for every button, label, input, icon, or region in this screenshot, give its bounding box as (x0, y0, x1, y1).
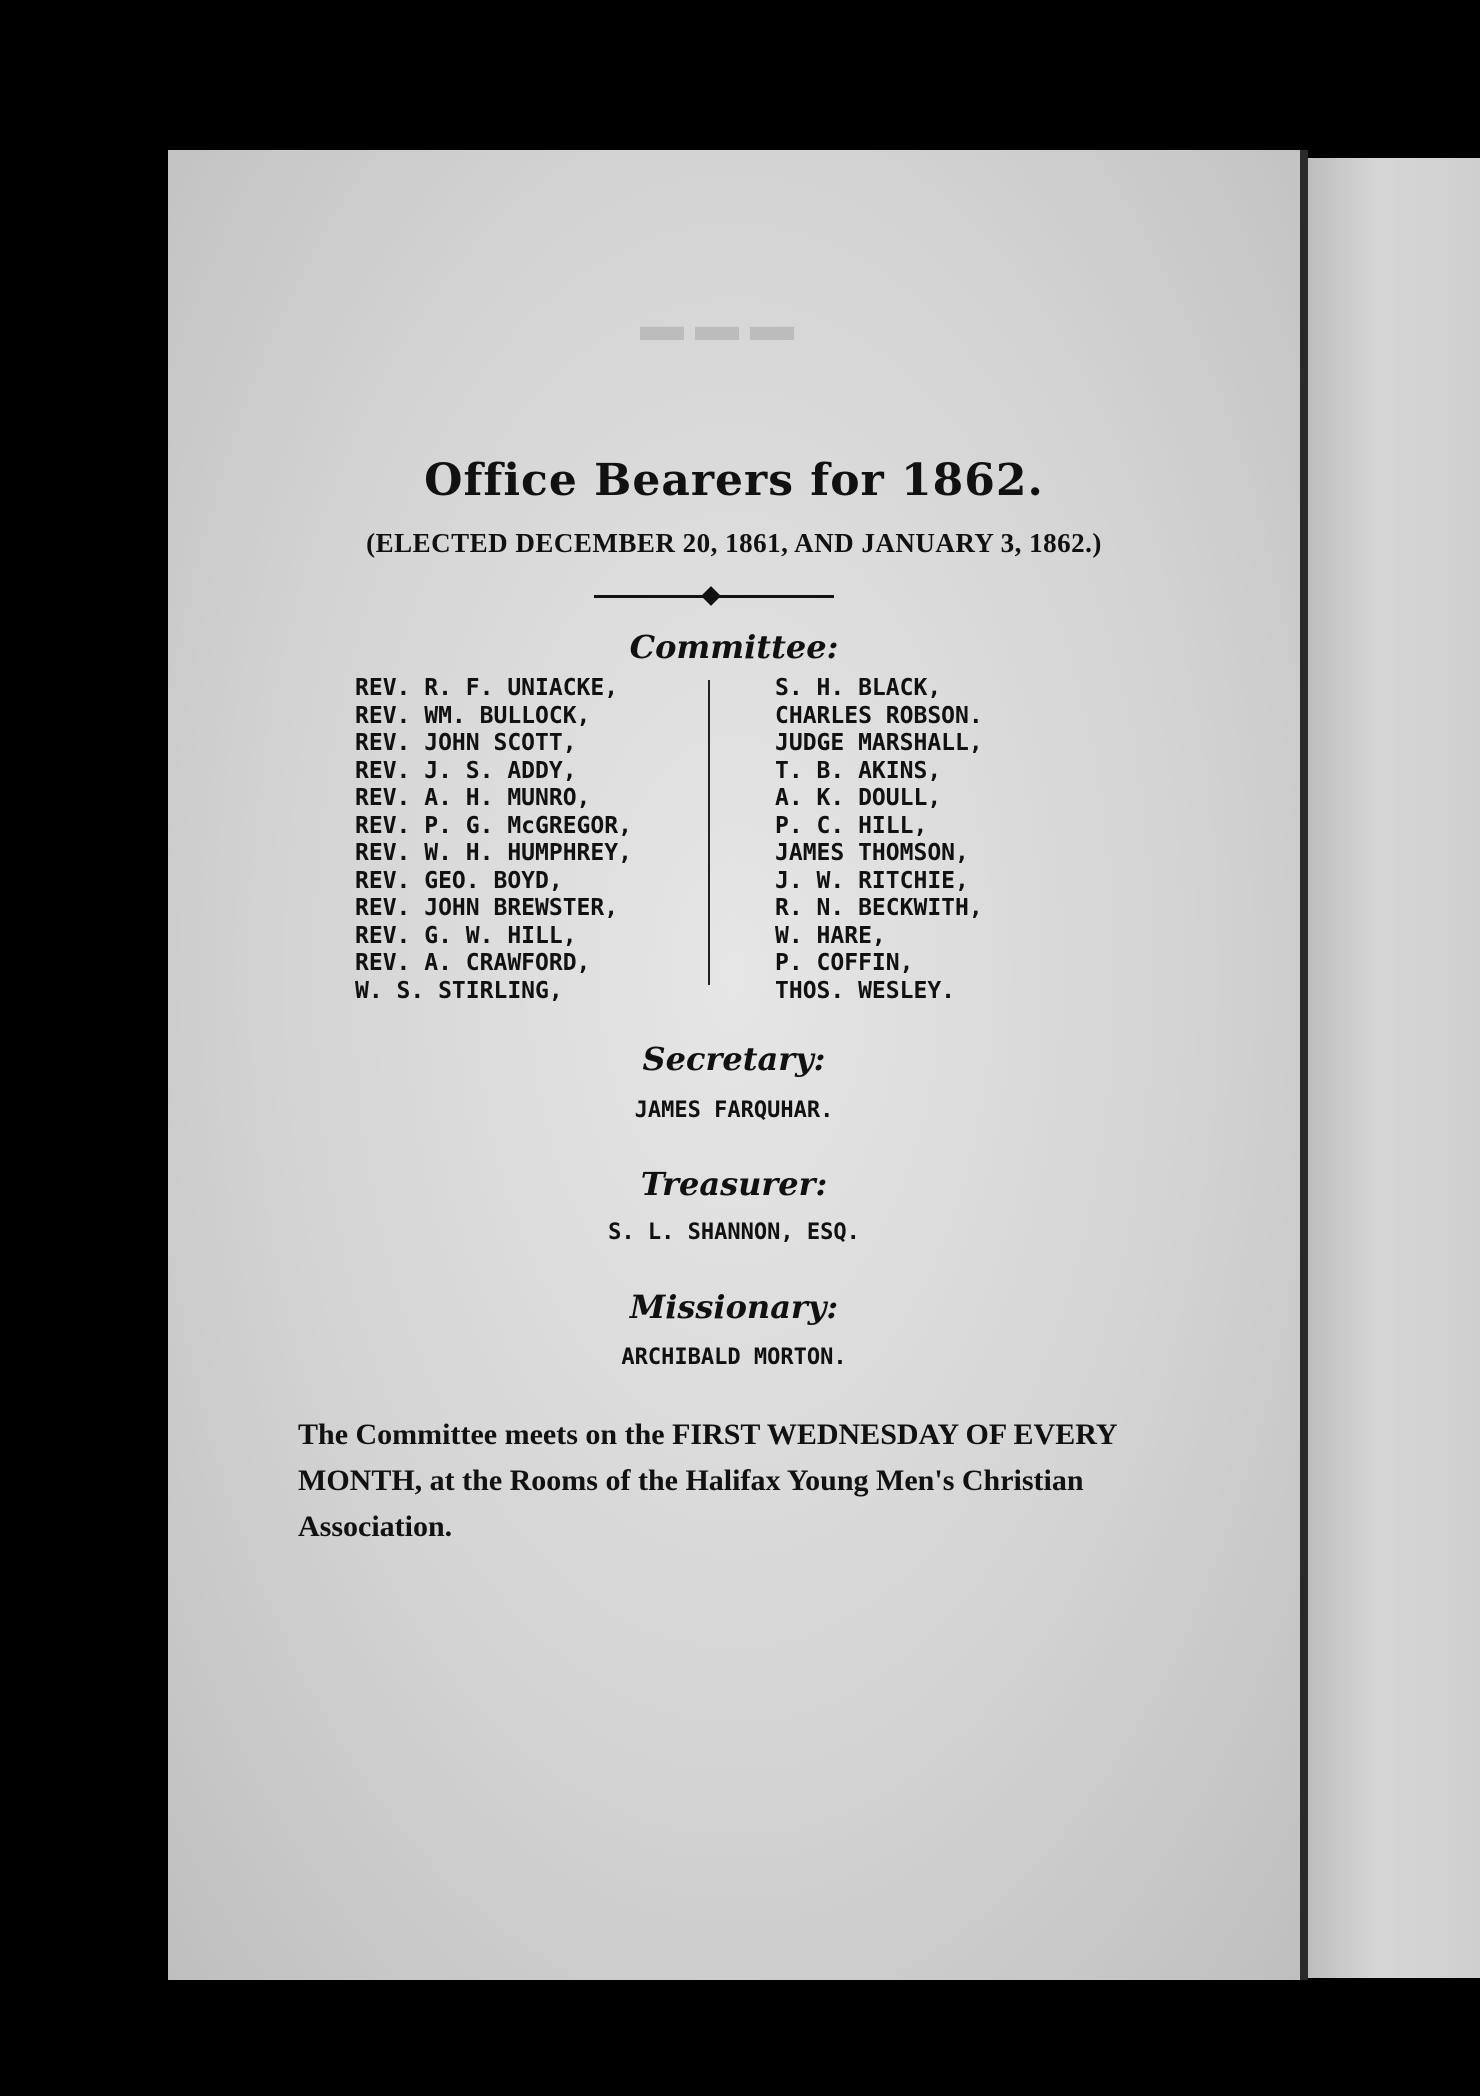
committee-member: REV. WM. BULLOCK, (355, 702, 591, 729)
committee-member: REV. A. H. MUNRO, (355, 785, 591, 811)
committee-member: REV. J. S. ADDY, (355, 757, 577, 784)
committee-member: REV. GEO. BOYD, (355, 867, 563, 894)
committee-member: R. N. BECKWITH, (775, 895, 983, 921)
treasurer-heading: Treasurer: (640, 1165, 828, 1203)
committee-heading: Committee: (629, 628, 839, 666)
committee-member: S. H. BLACK, (775, 675, 942, 701)
election-dates: (ELECTED DECEMBER 20, 1861, AND JANUARY 3, 1862.) (366, 528, 1102, 558)
committee-member: REV. JOHN BREWSTER, (355, 895, 619, 921)
committee-member: REV. G. W. HILL, (355, 922, 577, 949)
page-title: Office Bearers for 1862. (424, 455, 1044, 506)
missionary-name: ARCHIBALD MORTON. (621, 1345, 847, 1370)
committee-member: P. COFFIN, (775, 950, 914, 976)
meeting-note: The Committee meets on the FIRST WEDNESDAY OF EVERY MONTH, at the Rooms of the Halifax Young Men's Christian Association. (298, 1418, 1117, 1543)
committee-member: REV. W. H. HUMPHREY, (355, 840, 632, 866)
missionary-heading: Missionary: (629, 1288, 839, 1326)
committee-column-right (775, 675, 983, 1005)
committee-member: REV. P. G. McGREGOR, (355, 812, 632, 839)
committee-member: REV. A. CRAWFORD, (355, 950, 591, 976)
adjacent-page-edge (1308, 158, 1480, 1978)
committee-member: JAMES THOMSON, (775, 840, 969, 866)
committee-member: A. K. DOULL, (775, 785, 942, 811)
committee-member: CHARLES ROBSON. (775, 702, 983, 729)
bleed-through-decoration: ▬ ▬ ▬ (640, 301, 794, 350)
treasurer-name: S. L. SHANNON, ESQ. (608, 1220, 860, 1245)
committee-column-left (355, 675, 632, 1005)
committee-member: J. W. RITCHIE, (775, 867, 969, 894)
committee-member: T. B. AKINS, (775, 757, 942, 784)
committee-member: REV. R. F. UNIACKE, (355, 675, 619, 701)
committee-member: JUDGE MARSHALL, (775, 730, 983, 756)
committee-member: P. C. HILL, (775, 812, 928, 839)
committee-member: THOS. WESLEY. (775, 977, 956, 1004)
committee-member: W. S. STIRLING, (355, 977, 563, 1004)
committee-member: W. HARE, (775, 922, 886, 949)
secretary-heading: Secretary: (642, 1040, 826, 1078)
committee-member: REV. JOHN SCOTT, (355, 730, 577, 756)
book-spine (1300, 150, 1308, 1980)
column-divider (708, 680, 710, 985)
secretary-name: JAMES FARQUHAR. (634, 1098, 834, 1123)
